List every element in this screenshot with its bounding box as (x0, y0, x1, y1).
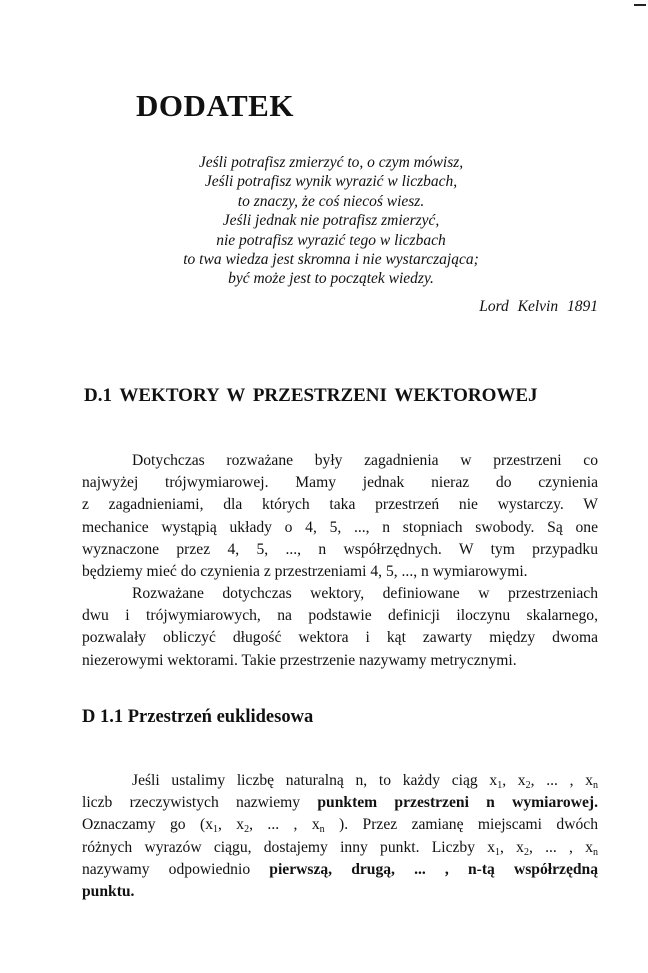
subscript: 1 (497, 780, 503, 791)
subscript: 1 (495, 846, 501, 858)
epigraph-quote (150, 153, 512, 289)
epigraph-line: Jeśli potrafisz zmierzyć to, o czym mówisz, (198, 154, 464, 171)
text-line (82, 837, 598, 859)
text-line: będziemy mieć do czynienia z przestrzeniami 4, 5, ..., n wymiarowymi. (82, 562, 528, 580)
epigraph-line: nie potrafisz wyrazić tego w liczbach (216, 231, 446, 249)
epigraph-line: to znaczy, że coś niecoś wiesz. (237, 192, 425, 210)
epigraph-attribution: Lord Kelvin 1891 (479, 298, 598, 315)
epigraph-line: to twa wiedza jest skromna i nie wystarczająca; (183, 251, 479, 269)
text-fragment: Oznaczamy go (x (82, 816, 213, 834)
subscript: n (593, 846, 598, 858)
bold-term: punktu. (82, 882, 135, 900)
subscript: 2 (523, 846, 529, 858)
text-line (82, 814, 598, 836)
text-fragment: , ... , x (249, 816, 320, 834)
section-heading: D.1 WEKTORY W PRZESTRZENI WEKTOROWEJ (84, 385, 538, 406)
text-line (82, 792, 598, 814)
paragraph-metric (82, 583, 598, 672)
paragraph-intro (82, 450, 598, 583)
subscript: 2 (244, 824, 250, 836)
text-line (82, 881, 598, 903)
text-fragment: , x (502, 772, 526, 789)
text-line (82, 770, 598, 792)
text-fragment: , ... , x (530, 772, 594, 789)
bold-term: pierwszą, drugą, ... , n-tą współrzędną (269, 860, 599, 878)
epigraph-line: Jeśli jednak nie potrafisz zmierzyć, (222, 212, 440, 230)
bold-term: punktem przestrzeni n wymiarowej. (317, 794, 598, 812)
text-line: Rozważane dotychczas wektory, definiowane w przestrzeniach (132, 585, 598, 602)
text-fragment: , ... , x (528, 838, 593, 856)
subscript: n (319, 824, 325, 836)
paragraph-euclidean (82, 770, 598, 903)
text-line: z zagadnieniami, dla których taka przestrzeń nie wystarczy. W (82, 496, 598, 514)
text-line: dwu i trójwymiarowych, na podstawie definicji iloczynu skalarnego, (82, 607, 598, 625)
scan-corner-mark (634, 4, 646, 6)
text-line: mechanice wystąpią układy o 4, 5, ..., n stopniach swobody. Są one (82, 518, 598, 536)
text-fragment: ). Przez zamianę miejscami dwóch (324, 816, 598, 834)
text-line: wyznaczone przez 4, 5, ..., n współrzędnych. W tym przypadku (82, 540, 598, 558)
subscript: n (593, 780, 599, 791)
epigraph-line: być może jest to początek wiedzy. (228, 270, 434, 288)
subsection-heading: D 1.1 Przestrzeń euklidesowa (82, 707, 314, 727)
text-line: pozwalały obliczyć długość wektora i kąt zawarty między dwoma (82, 629, 598, 647)
text-fragment: różnych wyrazów ciągu, dostajemy inny punkt. Liczby x (82, 838, 496, 856)
subscript: 1 (213, 824, 218, 836)
text-line: najwyżej trójwymiarowej. Mamy jednak nieraz do czynienia (82, 474, 598, 492)
text-fragment: , x (500, 838, 524, 856)
text-line (82, 859, 598, 881)
subscript: 2 (525, 780, 531, 791)
text-fragment: liczb rzeczywistych nazwiemy (82, 794, 301, 812)
text-line: Dotychczas rozważane były zagadnienia w przestrzeni co (132, 452, 598, 469)
text-line: niezerowymi wektorami. Takie przestrzenie nazywamy metrycznymi. (82, 651, 517, 669)
text-fragment: nazywamy odpowiednio (82, 860, 251, 878)
text-fragment: Jeśli ustalimy liczbę naturalną n, to każdy ciąg x (132, 772, 498, 789)
page-title: DODATEK (136, 88, 294, 123)
text-fragment: , x (218, 816, 245, 834)
epigraph-line: Jeśli potrafisz wynik wyrazić w liczbach, (204, 173, 458, 191)
